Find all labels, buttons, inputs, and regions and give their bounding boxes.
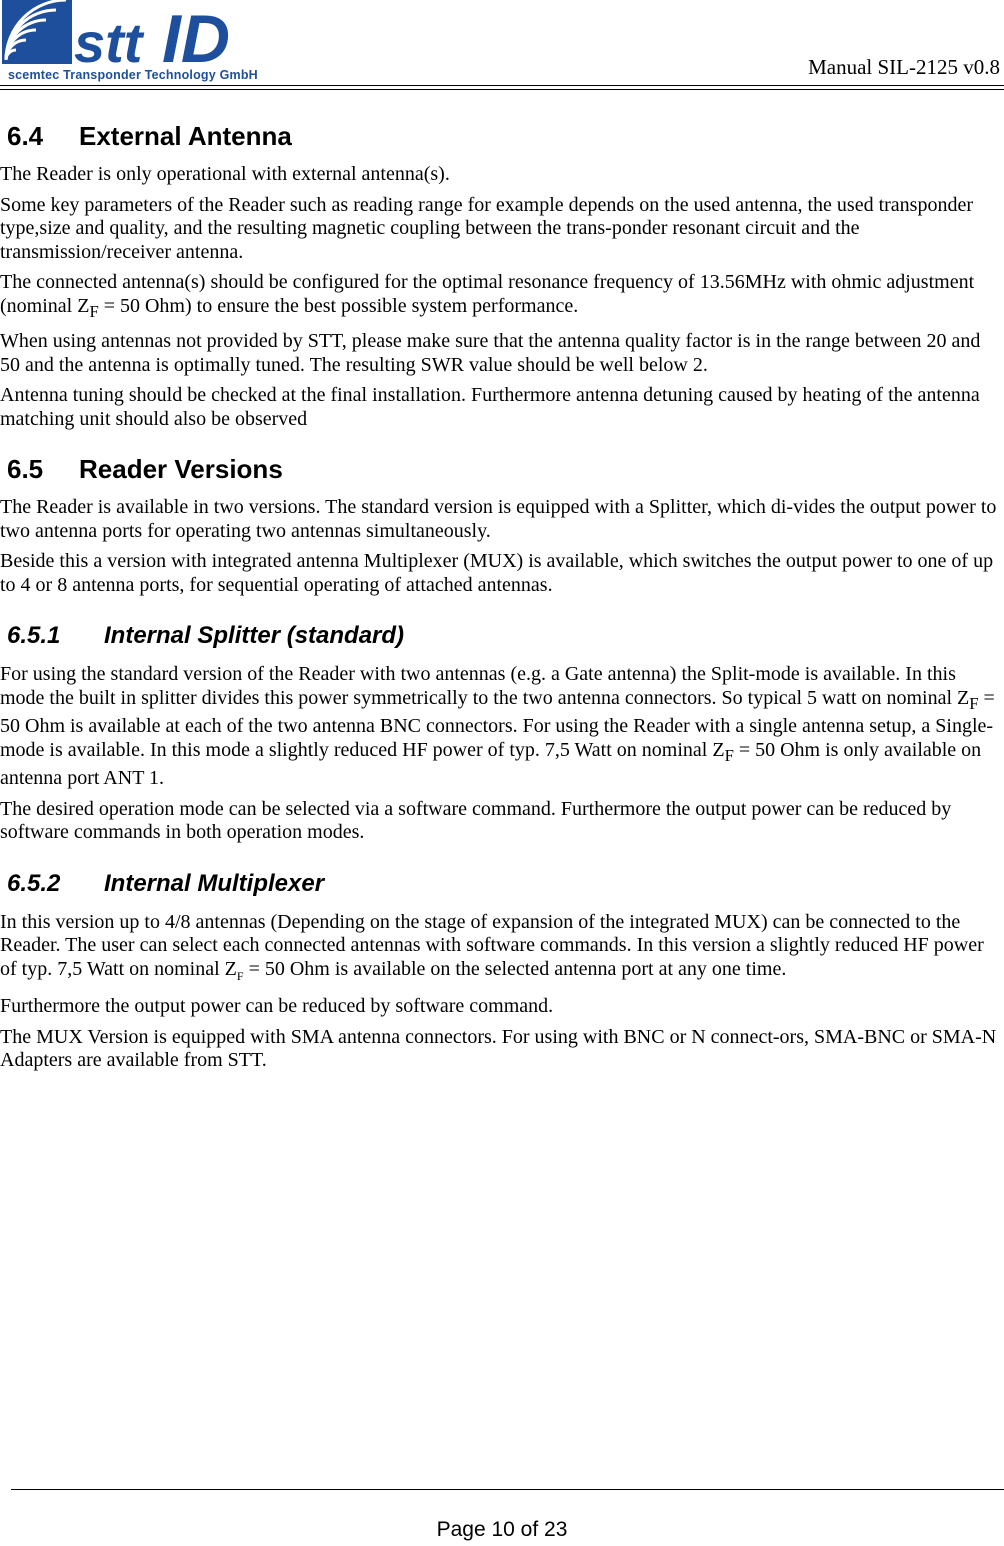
paragraph: Beside this a version with integrated antenna Multiplexer (MUX) is available, which switches the output power to one of up to 4 or 8 antenna ports, for sequential operating of attached antennas. xyxy=(0,550,994,596)
svg-text:stt: stt xyxy=(74,11,143,74)
page-header xyxy=(0,0,1004,92)
text-run: = 50 Ohm is only available on antenna port ANT 1. xyxy=(0,738,982,789)
svg-text:ID: ID xyxy=(162,1,230,77)
section-heading-6-5-2 xyxy=(7,867,1004,901)
section-number: 6.4 xyxy=(7,121,44,151)
subscript: F xyxy=(969,693,979,713)
text-run: = 50 Ohm) to ensure the best possible system performance. xyxy=(98,294,579,317)
paragraph: Some key parameters of the Reader such as reading range for example depends on the used antenna, the used transponder type,size and quality, and the resulting magnetic coupling between the trans-ponder resonant circuit and the transmission/receiver antenna. xyxy=(0,193,973,263)
text-run: = 50 Ohm is available at each of the two antenna BNC connectors. For using the Reader with a single antenna setup, a Single-mode is available. In this mode a slightly reduced HF power of typ. 7,5 Watt on nominal Z xyxy=(0,686,995,761)
paragraph: The MUX Version is equipped with SMA antenna connectors. For using with BNC or N connect-ors, SMA-BNC or SMA-N Adapters are available from STT. xyxy=(0,1025,997,1071)
paragraph: The desired operation mode can be selected via a software command. Furthermore the output power can be reduced by software commands in both operation modes. xyxy=(0,797,952,843)
section-title: Reader Versions xyxy=(79,454,283,484)
paragraph: The Reader is only operational with external antenna(s). xyxy=(0,163,450,185)
page-number: Page 10 of 23 xyxy=(436,1518,568,1541)
header-rule-thin xyxy=(0,89,1004,90)
paragraph: When using antennas not provided by STT, please make sure that the antenna quality factor is in the range between 20 and 50 and the antenna is optimally tuned. The resulting SWR value should be well below 2. xyxy=(0,330,981,376)
paragraph: The Reader is available in two versions. The standard version is equipped with a Splitter, which di-vides the output power to two antenna ports for operating two antennas simultaneously. xyxy=(0,496,997,542)
section-heading-6-4 xyxy=(7,117,1004,155)
section-number: 6.5.2 xyxy=(7,869,61,897)
subscript: F xyxy=(89,301,99,321)
section-title: Internal Multiplexer xyxy=(104,869,325,897)
paragraph xyxy=(0,911,1004,989)
section-title: Internal Splitter (standard) xyxy=(104,622,405,649)
footer-rule xyxy=(11,1489,1004,1490)
paragraph xyxy=(0,271,1004,323)
paragraph: Antenna tuning should be checked at the final installation. Furthermore antenna detuning caused by heating of the antenna matching unit should also be observed xyxy=(0,384,980,430)
text-run: = 50 Ohm is available on the selected antenna port at any one time. xyxy=(243,957,787,980)
page-content xyxy=(0,117,1004,1080)
section-title: External Antenna xyxy=(79,121,292,151)
text-run: In this version up to 4/8 antennas (Depending on the stage of expansion of the integrated MUX) can be connected to the Reader. The user can select each connected antennas with software commands. In this version a slightly reduced HF power of typ. 7,5 Watt on nominal Z xyxy=(0,910,984,980)
section-number: 6.5 xyxy=(7,454,44,484)
subscript: F xyxy=(236,968,244,983)
logo-subtitle: scemtec Transponder Technology GmbH xyxy=(8,68,258,82)
section-number: 6.5.1 xyxy=(7,622,61,649)
text-run: For using the standard version of the Reader with two antennas (e.g. a Gate antenna) the Split-mode is available. In this mode the built in splitter divides this power symmetrically to the two antenna connectors. So typical 5 watt on nominal Z xyxy=(0,663,970,709)
paragraph xyxy=(0,663,1004,791)
paragraph: Furthermore the output power can be reduced by software command. xyxy=(0,995,554,1017)
document-title: Manual SIL-2125 v0.8 xyxy=(808,55,1000,79)
header-rule xyxy=(0,85,1004,86)
section-heading-6-5 xyxy=(7,450,1004,488)
text-run: The connected antenna(s) should be configured for the optimal resonance frequency of 13.56MHz with ohmic adjustment (nominal Z xyxy=(0,271,975,317)
section-heading-6-5-1 xyxy=(7,619,1004,653)
subscript: F xyxy=(724,745,734,765)
